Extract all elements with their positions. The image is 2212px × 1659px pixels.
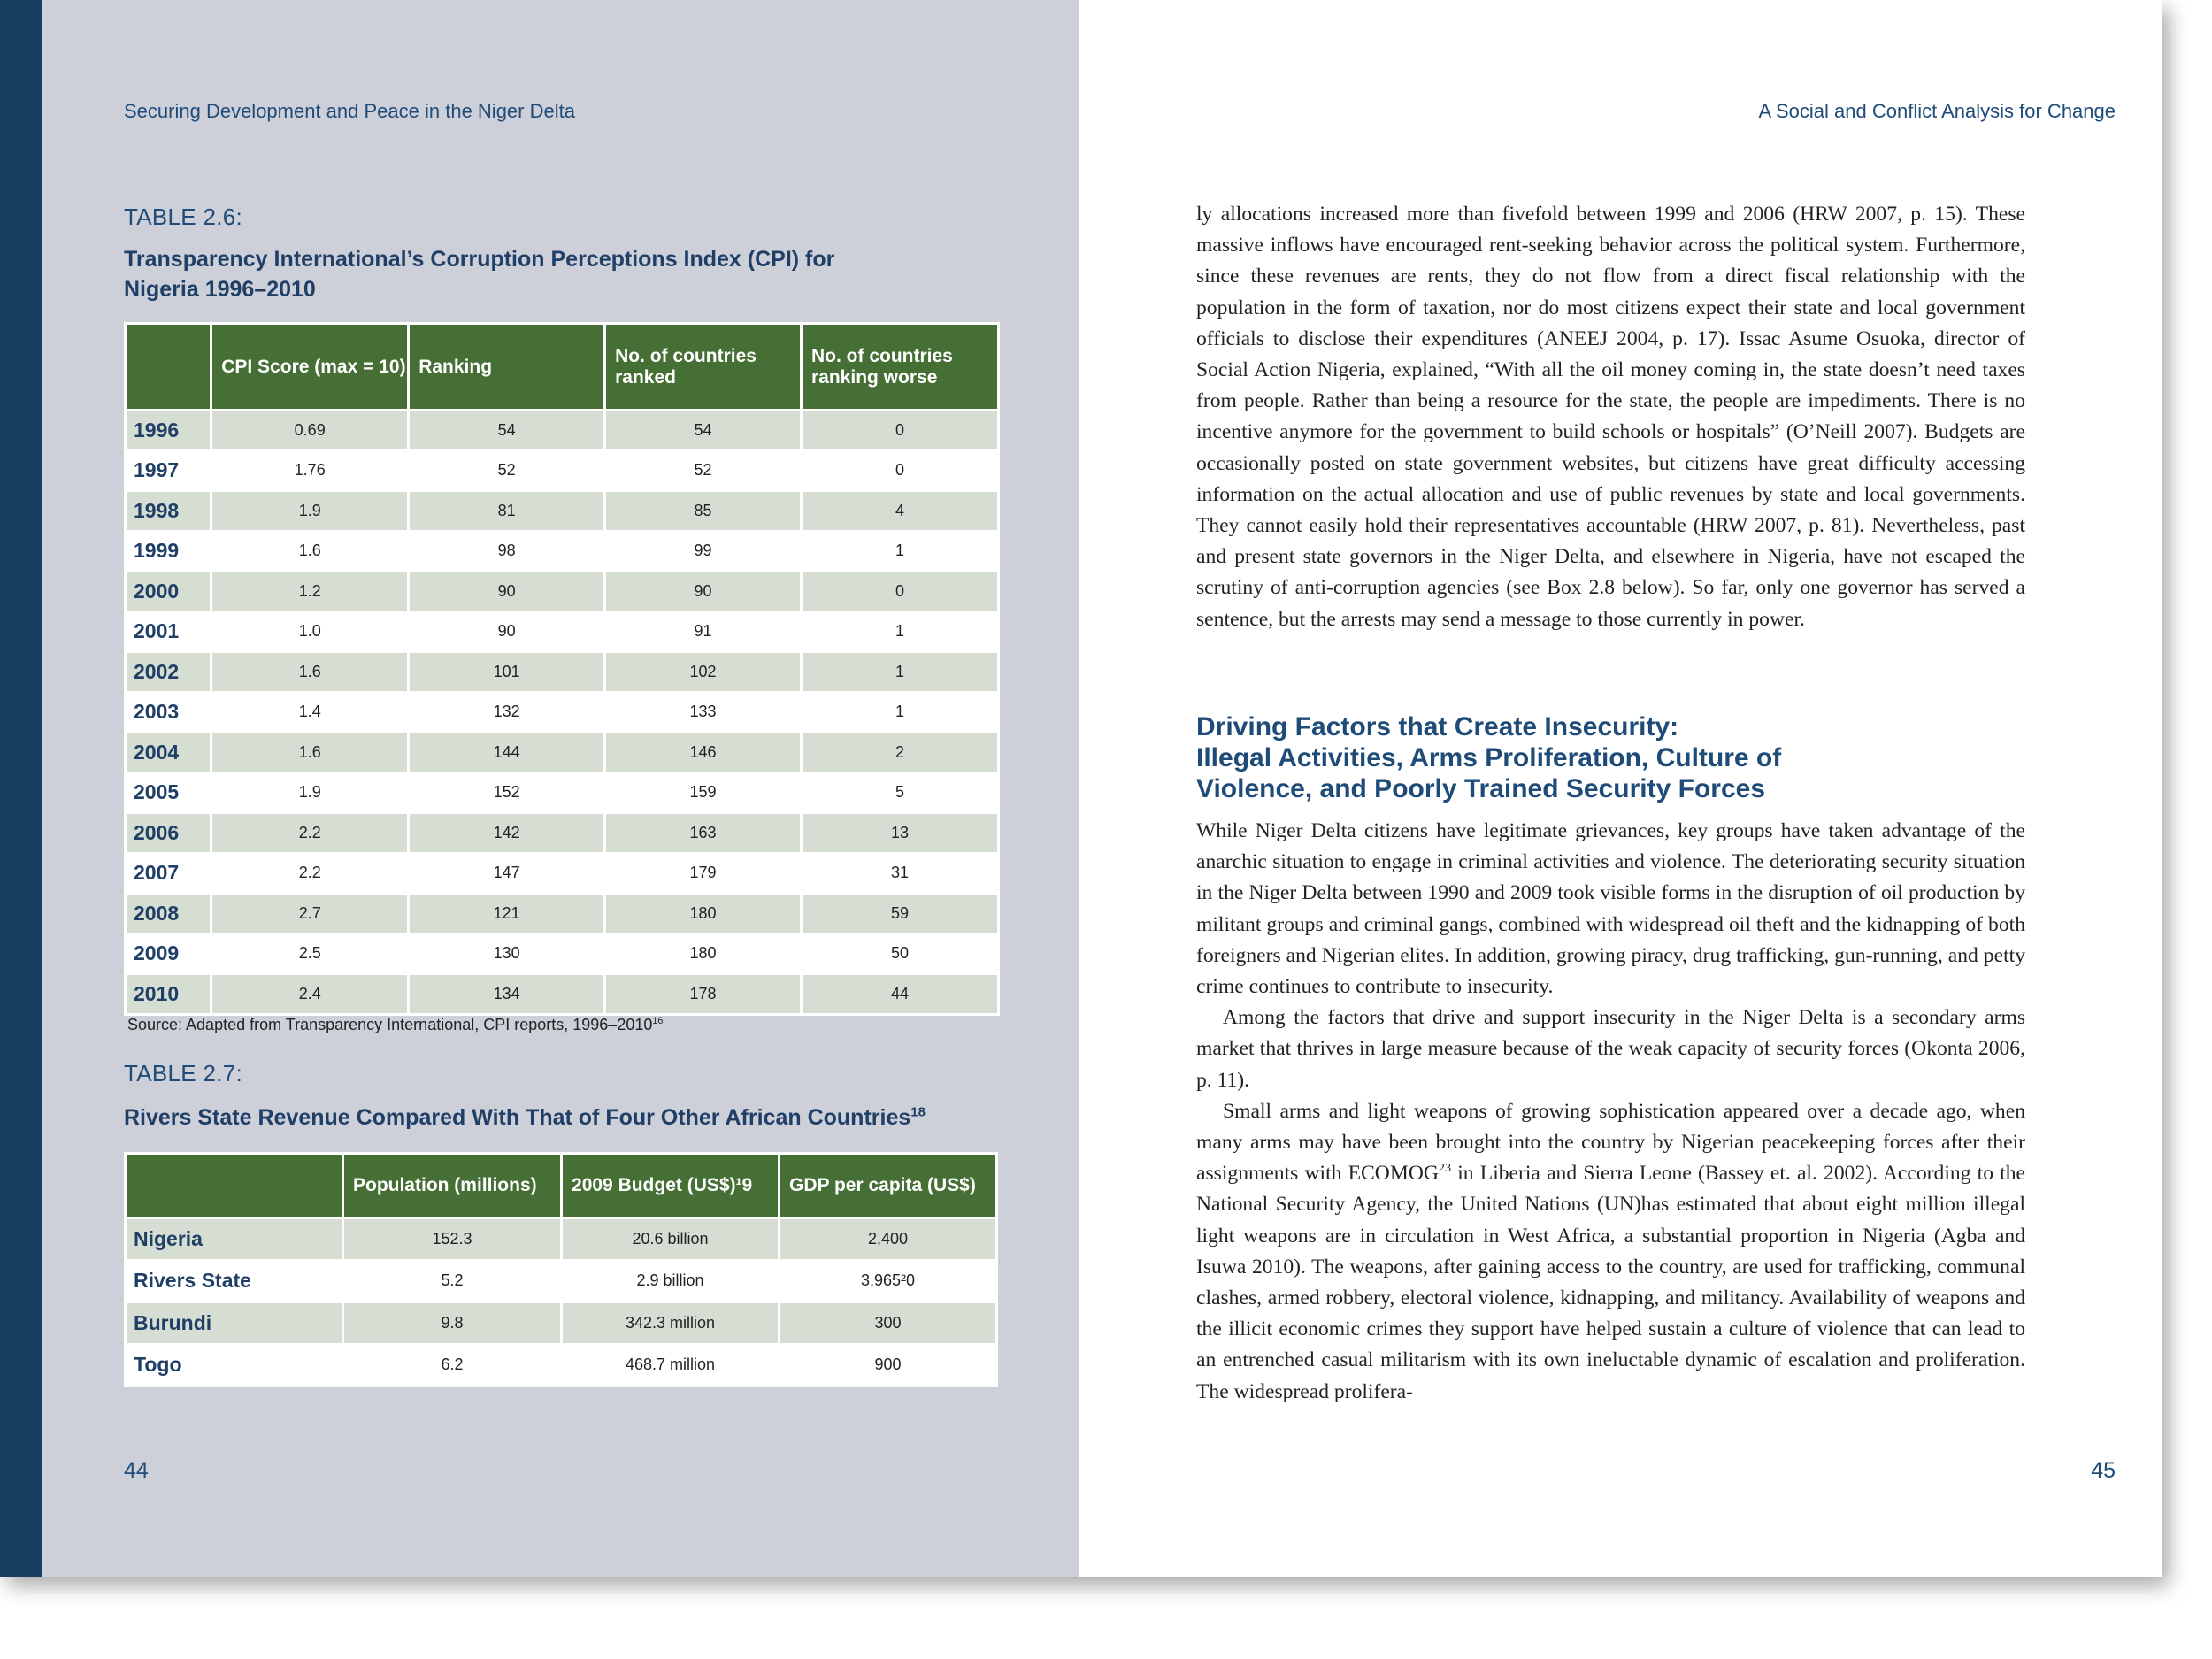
revenue-header-cell: 2009 Budget (US$)¹9 [562, 1154, 780, 1218]
table-cell: 90 [409, 611, 605, 652]
table-cell: 178 [605, 974, 802, 1015]
table-cell: 1.76 [211, 450, 409, 491]
table-cell: 133 [605, 692, 802, 733]
row-label: Nigeria [126, 1218, 343, 1261]
table-cell: 144 [409, 733, 605, 773]
revenue-table-row [126, 1218, 997, 1261]
revenue-table [124, 1152, 998, 1387]
cpi-table-row [126, 692, 999, 733]
row-label: Burundi [126, 1302, 343, 1345]
table-cell: 6.2 [342, 1344, 561, 1386]
table-cell: 0 [802, 450, 999, 491]
row-label: 2008 [126, 894, 211, 934]
table-cell: 1.9 [211, 772, 409, 813]
table2-label: TABLE 2.7: [124, 1060, 243, 1087]
table-cell: 31 [802, 853, 999, 894]
row-label: 1998 [126, 491, 211, 532]
table-cell: 90 [409, 572, 605, 612]
table-cell: 1 [802, 531, 999, 572]
table-cell: 85 [605, 491, 802, 532]
footnote-ref: 16 [652, 1016, 664, 1026]
table-cell: 163 [605, 813, 802, 854]
table-cell: 101 [409, 652, 605, 693]
table-cell: 159 [605, 772, 802, 813]
table-cell: 81 [409, 491, 605, 532]
cpi-table-row [126, 450, 999, 491]
table-cell: 300 [780, 1302, 997, 1345]
cpi-table-row [126, 813, 999, 854]
cpi-table-row [126, 411, 999, 451]
table-cell: 147 [409, 853, 605, 894]
table-cell: 0 [802, 572, 999, 612]
cpi-table-row [126, 531, 999, 572]
revenue-table-row [126, 1260, 997, 1302]
table2-title: Rivers State Revenue Compared With That of Four Other African Countries$^{18}$ [124, 1104, 926, 1130]
table1-source: Source: Adapted from Transparency International, CPI reports, 1996–2010$^{16}$ [127, 1016, 664, 1033]
row-label: 2000 [126, 572, 211, 612]
cpi-table [124, 322, 1000, 1016]
left-page-number: 44 [124, 1458, 149, 1483]
row-label: 2004 [126, 733, 211, 773]
row-label: Rivers State [126, 1260, 343, 1302]
table-cell: 180 [605, 933, 802, 974]
table-cell: 2.7 [211, 894, 409, 934]
table-cell: 102 [605, 652, 802, 693]
cpi-header-cell: No. of countries ranked [605, 324, 802, 411]
cpi-header-cell: CPI Score (max = 10) [211, 324, 409, 411]
table-cell: 2.4 [211, 974, 409, 1015]
table-cell: 132 [409, 692, 605, 733]
table-cell: 90 [605, 572, 802, 612]
table-cell: 98 [409, 531, 605, 572]
table-cell: 1.4 [211, 692, 409, 733]
table-cell: 342.3 million [562, 1302, 780, 1345]
table-cell: 468.7 million [562, 1344, 780, 1386]
cpi-header-cell: No. of countries ranking worse [802, 324, 999, 411]
table1-title: Transparency International’s Corruption Perceptions Index (CPI) for Nigeria 1996–2010 [124, 247, 835, 302]
section-heading: Driving Factors that Create Insecurity: Illegal Activities, Arms Proliferation, Culture of Violence, and Poorly Trained Security Forces [1196, 712, 1782, 803]
left-running-head: Securing Development and Peace in the Niger Delta [124, 100, 575, 122]
cpi-table-row [126, 772, 999, 813]
row-label: 2009 [126, 933, 211, 974]
row-label: 2005 [126, 772, 211, 813]
table-cell: 9.8 [342, 1302, 561, 1345]
table-cell: 146 [605, 733, 802, 773]
cpi-table-row [126, 894, 999, 934]
table-cell: 2 [802, 733, 999, 773]
revenue-table-row [126, 1344, 997, 1386]
table-cell: 142 [409, 813, 605, 854]
table-cell: 121 [409, 894, 605, 934]
table-cell: 20.6 billion [562, 1218, 780, 1261]
cpi-table-row [126, 733, 999, 773]
table-cell: 2.5 [211, 933, 409, 974]
right-page [1079, 0, 2162, 1577]
table-cell: 152.3 [342, 1218, 561, 1261]
cpi-table-row [126, 853, 999, 894]
cpi-header-cell: Ranking [409, 324, 605, 411]
table-cell: 0.69 [211, 411, 409, 451]
table-cell: 134 [409, 974, 605, 1015]
body-block-top [1196, 199, 2025, 635]
table-cell: 13 [802, 813, 999, 854]
revenue-header-cell: GDP per capita (US$) [780, 1154, 997, 1218]
table-cell: 5.2 [342, 1260, 561, 1302]
table-cell: 1.0 [211, 611, 409, 652]
table-cell: 180 [605, 894, 802, 934]
revenue-header-cell: Population (millions) [342, 1154, 561, 1218]
cpi-table-row [126, 974, 999, 1015]
row-label: 2007 [126, 853, 211, 894]
table-cell: 50 [802, 933, 999, 974]
table-cell: 179 [605, 853, 802, 894]
revenue-table-header-row [126, 1154, 997, 1218]
row-label: 2006 [126, 813, 211, 854]
cpi-table-row [126, 491, 999, 532]
revenue-table-row [126, 1302, 997, 1345]
cpi-table-row [126, 933, 999, 974]
table-cell: 5 [802, 772, 999, 813]
row-label: 1996 [126, 411, 211, 451]
table-cell: 152 [409, 772, 605, 813]
table-cell: 3,965²0 [780, 1260, 997, 1302]
table-cell: 1 [802, 692, 999, 733]
revenue-header-cell [126, 1154, 343, 1218]
table-cell: 59 [802, 894, 999, 934]
footnote-ref: 18 [910, 1104, 926, 1120]
row-label: 2003 [126, 692, 211, 733]
table-cell: 130 [409, 933, 605, 974]
table-cell: 1.6 [211, 531, 409, 572]
row-label: 2010 [126, 974, 211, 1015]
right-page-number: 45 [2091, 1458, 2116, 1483]
table-cell: 2.2 [211, 813, 409, 854]
row-label: 1997 [126, 450, 211, 491]
body-block-bottom [1196, 816, 2025, 1408]
table-cell: 1.2 [211, 572, 409, 612]
table-cell: 44 [802, 974, 999, 1015]
body-paragraph: Among the factors that drive and support insecurity in the Niger Delta is a secondary arms market that thrives in large measure because of the weak capacity of security forces (Okonta 2006, p. 11). [1196, 1006, 2025, 1092]
table-cell: 52 [409, 450, 605, 491]
table-cell: 1.6 [211, 733, 409, 773]
table1-label: TABLE 2.6: [124, 204, 243, 230]
cpi-table-row [126, 572, 999, 612]
table-cell: 52 [605, 450, 802, 491]
right-running-head: A Social and Conflict Analysis for Change [1758, 100, 2116, 122]
table-cell: 2.9 billion [562, 1260, 780, 1302]
row-label: Togo [126, 1344, 343, 1386]
row-label: 2002 [126, 652, 211, 693]
table-cell: 4 [802, 491, 999, 532]
body-paragraph: ly allocations increased more than fivefold between 1999 and 2006 (HRW 2007, p. 15). These massive inflows have encouraged rent-seeking behavior across the political system. Furthermore, since these revenues are rents, they do not flow from a direct fiscal relationship with the population in the form of taxation, nor do most citizens expect their state and local government officials to disclose their expenditures (ANEEJ 2004, p. 17). Issac Asume Osuoka, director of Social Action Nigeria, explained, “With all the oil money coming in, the state doesn’t need taxes from people. Rather than being a resource for the state, the people are impediments. There is no incentive anymore for the government to build schools or hospitals” (O’Neill 2007). Budgets are occasionally posted on state government websites, but citizens have great difficulty accessing information on the actual allocation and use of public revenues by state and local governments. They cannot easily hold their representatives accountable (HRW 2007, p. 81). Nevertheless, past and present state governors in the Niger Delta, and elsewhere in Nigeria, have not escaped the scrutiny of anti-corruption agencies (see Box 2.8 below). So far, only one governor has served a sentence, but the arrests may send a message to those currently in power. [1196, 203, 2025, 631]
table-cell: 2,400 [780, 1218, 997, 1261]
table-cell: 1 [802, 611, 999, 652]
table-cell: 91 [605, 611, 802, 652]
table-cell: 54 [605, 411, 802, 451]
table-cell: 99 [605, 531, 802, 572]
cpi-table-header-row [126, 324, 999, 411]
row-label: 1999 [126, 531, 211, 572]
table-cell: 54 [409, 411, 605, 451]
body-paragraph: Small arms and light weapons of growing sophistication appeared over a decade ago, when many arms may have been brought into the country by Nigerian peacekeeping forces after their assignments with ECOMOG$^{23}$ in Liberia and Sierra Leone (Bassey et. al. 2002). According to the National Security Agency, the United Nations (UN)has estimated that about eight million illegal light weapons are in circulation in West Africa, a substantial proportion in Nigeria (Agba and Isuwa 2010). The weapons, after gaining access to the country, are used for trafficking, communal clashes, armed robbery, electoral violence, kidnapping, and militancy. Availability of weapons and the illicit economic crimes they support have helped sustain a culture of violence that can lead to an entrenched casual militarism with its own ineluctable dynamic of escalation and proliferation. The widespread prolifera- [1196, 1099, 2026, 1403]
table-cell: 1 [802, 652, 999, 693]
row-label: 2001 [126, 611, 211, 652]
table-cell: 2.2 [211, 853, 409, 894]
left-page [42, 0, 1079, 1577]
spine-bar [0, 0, 42, 1577]
body-paragraph: While Niger Delta citizens have legitimate grievances, key groups have taken advantage of the anarchic situation to engage in criminal activities and violence. The deteriorating security situation in the Niger Delta between 1990 and 2009 took visible forms in the disruption of oil production by militant groups and criminal gangs, combined with widespread oil theft and the kidnapping of both foreigners and Nigerian elites. In addition, growing piracy, drug trafficking, gun-running, and petty crime continues to contribute to insecurity. [1196, 819, 2025, 999]
footnote-ref: 23 [1438, 1161, 1452, 1176]
table-cell: 900 [780, 1344, 997, 1386]
table-cell: 1.9 [211, 491, 409, 532]
cpi-table-row [126, 652, 999, 693]
cpi-table-row [126, 611, 999, 652]
table-cell: 0 [802, 411, 999, 451]
cpi-header-cell [126, 324, 211, 411]
table-cell: 1.6 [211, 652, 409, 693]
